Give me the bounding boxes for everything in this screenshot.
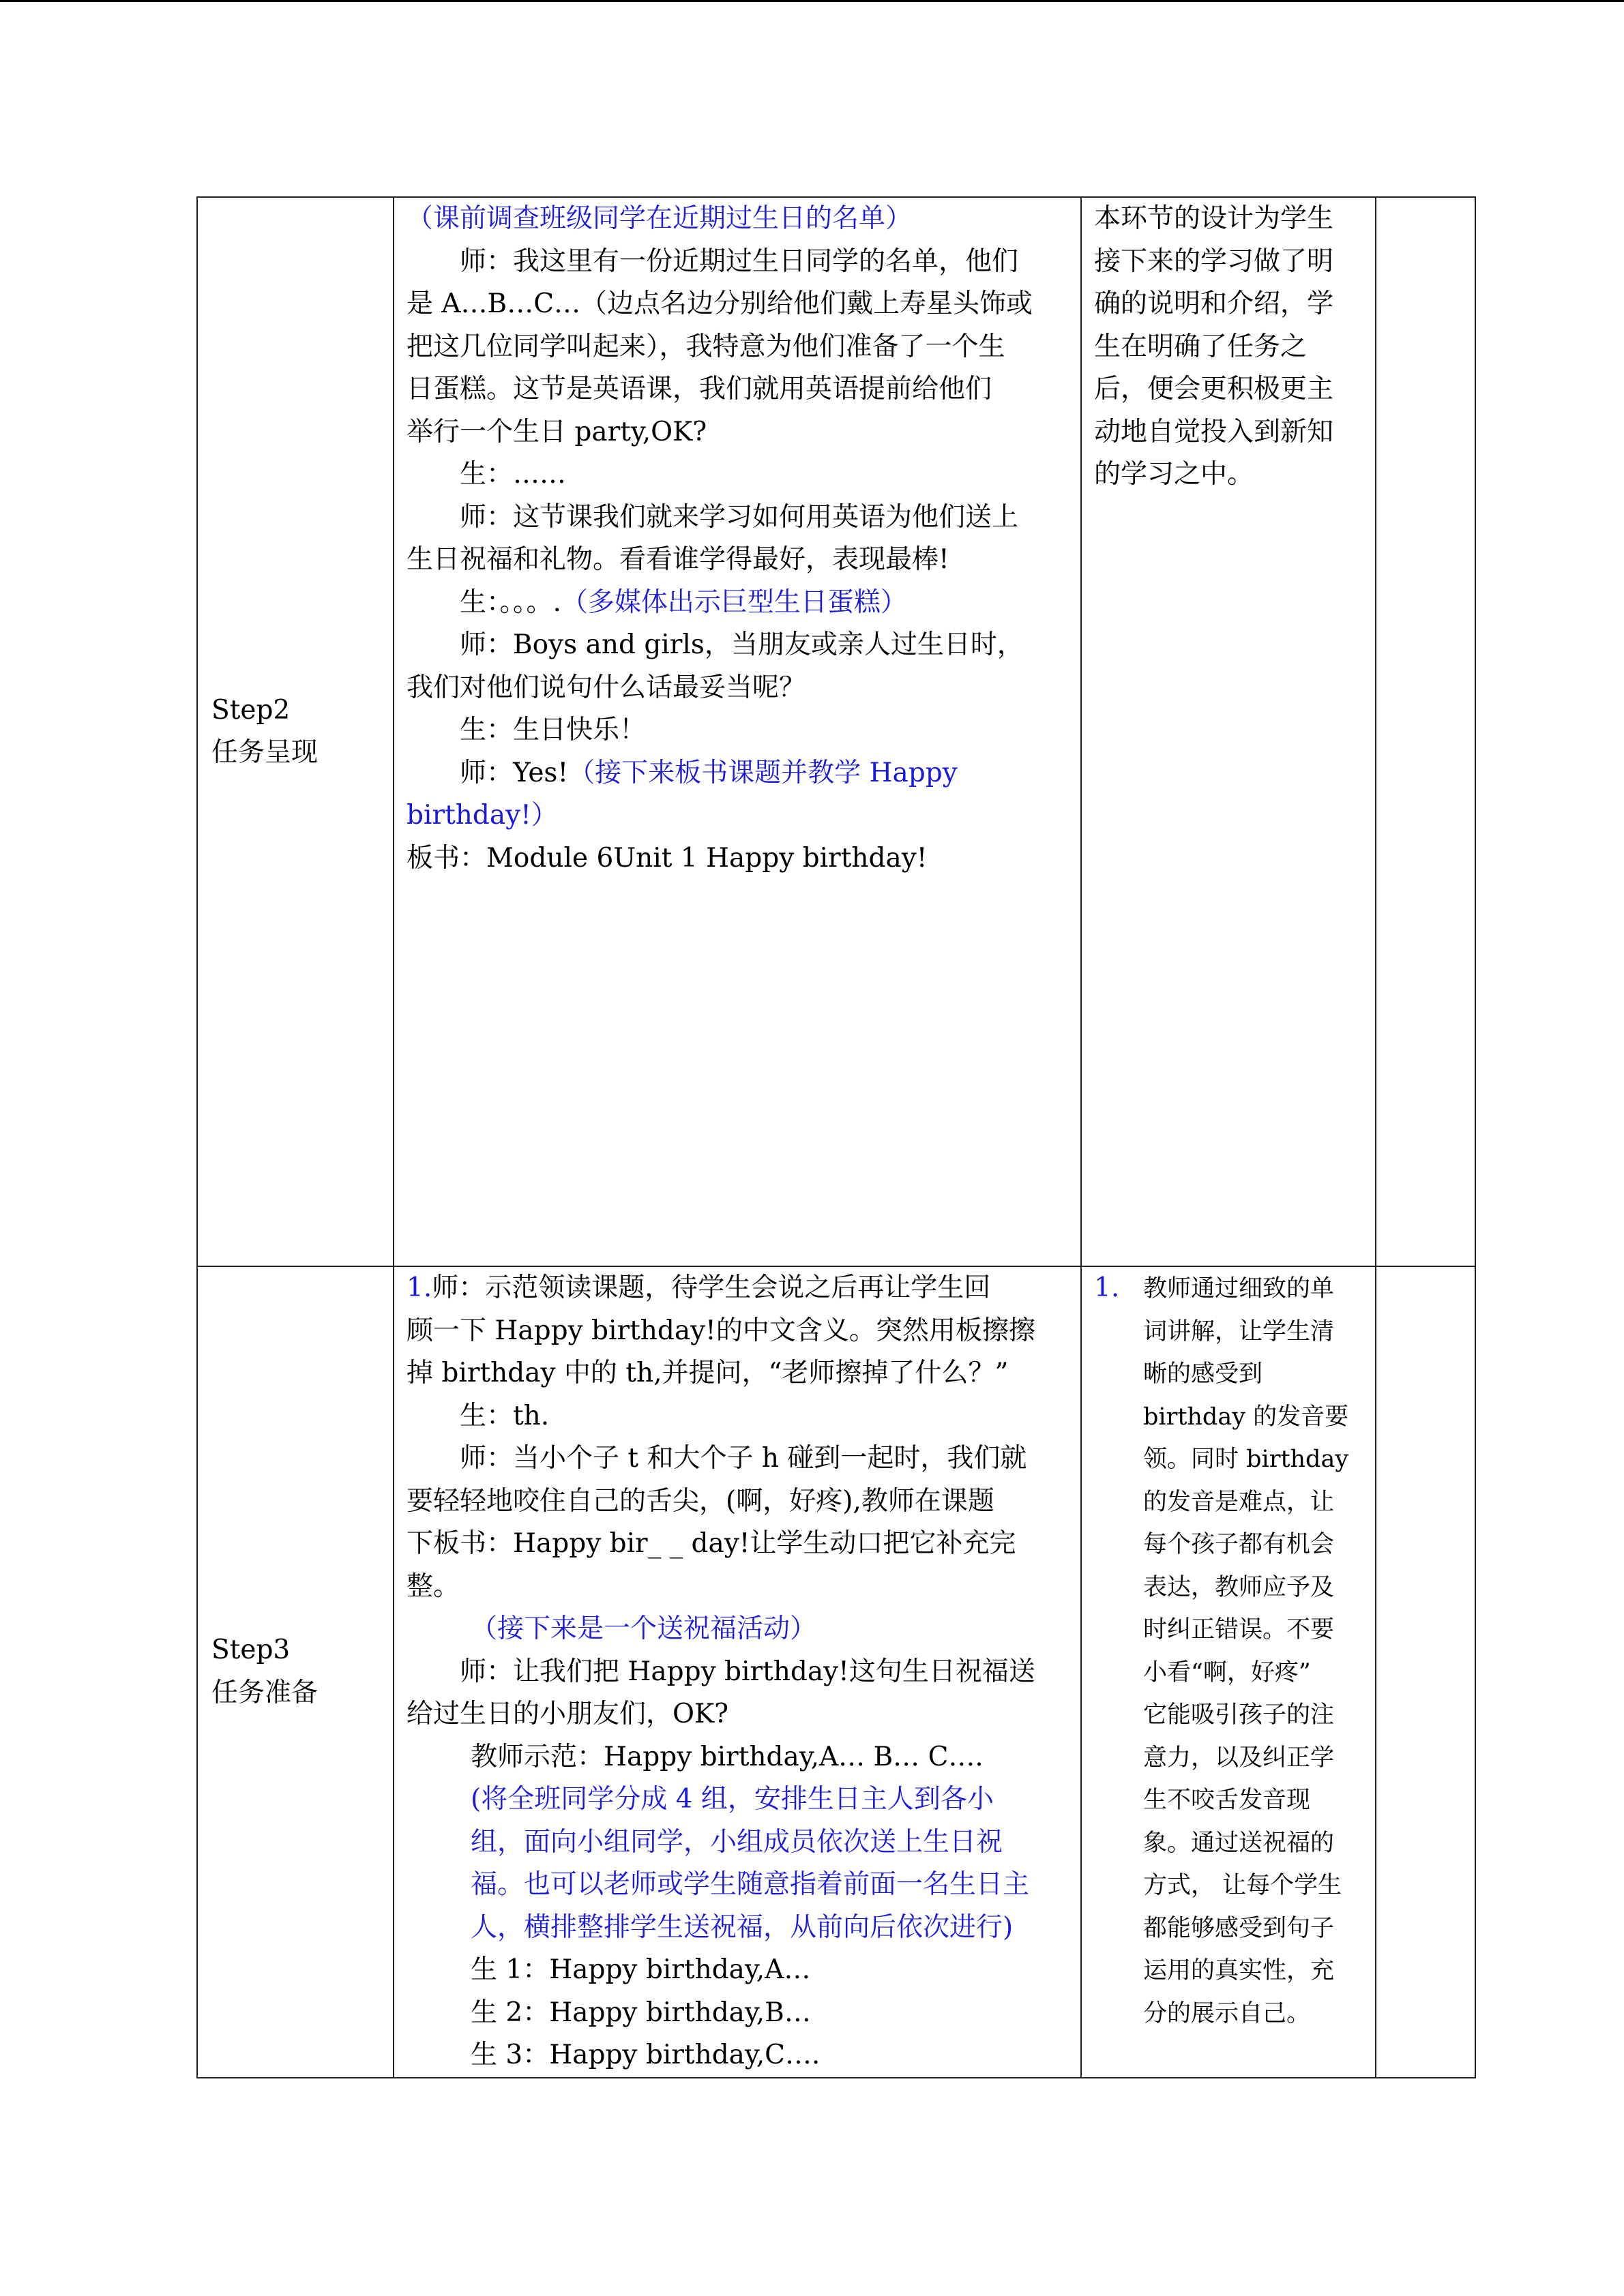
step3-blue-line: (将全班同学分成 4 组，安排生日主人到各小 [471,1784,994,1815]
step2-content-line: 师：我这里有一份近期过生日同学的名单，他们 [460,245,1019,277]
step3-note-line: 小看“啊，好疼” [1143,1658,1311,1686]
step2-content-line: 师：Boys and girls，当朋友或亲人过生日时， [460,629,1024,660]
step3-label-cell [197,1266,394,2078]
step3-content-line: 下板书：Happy bir_ _ day!让学生动口把它补充完 [407,1528,1016,1559]
step3-content-line: 要轻轻地咬住自己的舌尖，(啊，好疼),教师在课题 [407,1485,994,1517]
step3-blue-line: 福。也可以老师或学生随意指着前面一名生日主 [471,1869,1030,1900]
step3-notes [1094,1311,1363,2036]
step3-note-line: 方式， 让每个学生 [1143,1872,1342,1899]
step3-content-line: 生：th. [460,1400,550,1431]
step3-note-line: 象。通过送祝福的 [1143,1829,1335,1857]
step3-note-line: 每个孩子都有机会 [1143,1531,1335,1558]
step3-note-line: 时纠正错误。不要 [1143,1616,1335,1643]
step3-activity-line: （接下来是一个送祝福活动） [471,1613,817,1644]
step2-content-line: 师：这节课我们就来学习如何用英语为他们送上 [460,501,1019,533]
step2-sheng-prefix: 生：。。。. [460,586,561,618]
step3-lines-a [407,1310,1068,1609]
step3-notes-first-text: 教师通过细致的单 [1143,1275,1335,1302]
step2-content-line: 日蛋糕。这节是英语课，我们就用英语提前给他们 [407,374,992,404]
step3-note-line: 表达，教师应予及 [1143,1573,1335,1601]
step2-content-lines-2 [407,624,1068,752]
step3-content-line: 整。 [407,1570,460,1602]
step2-birthday-blue: birthday!） [407,800,558,831]
step2-note-line: 动地自觉投入到新知 [1094,416,1334,447]
step2-content-line: 把这几位同学叫起来），我特意为他们准备了一个生 [407,331,1005,362]
step3-note-line: 分的展示自己。 [1143,1999,1311,2027]
step2-yes-blue: （接下来板书课题并教学 Happy [568,757,958,788]
step2-sheng-blue: （多媒体出示巨型生日蛋糕） [561,586,907,618]
step3-first-text: 师：示范领读课题，待学生会说之后再让学生回 [432,1272,991,1303]
step2-label-en: Step2 [211,694,291,726]
step2-yes-line [407,752,1068,795]
step3-student-line: 生 3：Happy birthday,C…. [471,2040,821,2070]
step3-notes-first [1094,1267,1363,1311]
step3-note-line: 都能够感受到句子 [1143,1914,1335,1942]
page-top-border [0,0,1624,2]
step2-note-line: 后，便会更积极更主 [1094,374,1334,404]
step3-note-line: 它能吸引孩子的注 [1143,1701,1335,1729]
step2-note-line: 确的说明和介绍，学 [1094,288,1334,319]
step3-row [197,1266,1475,2078]
step3-first-line [407,1267,1068,1310]
step2-note-line: 的学习之中。 [1094,459,1254,490]
step2-label-cell [197,197,394,1266]
step3-lines-b [407,1651,1068,1779]
step2-content-cell [394,197,1081,1266]
step3-content-line: 教师示范：Happy birthday,A… B… C…. [471,1741,984,1772]
step2-note-line: 本环节的设计为学生 [1094,203,1334,234]
step3-number: 1. [407,1272,432,1303]
step3-note-line: 意力，以及纠正学 [1143,1744,1335,1772]
step3-blue-block [407,1778,1068,1949]
step2-content-line: （课前调查班级同学在近期过生日的名单） [407,203,913,234]
step2-row [197,197,1475,1266]
step3-content-line: 掉 birthday 中的 th,并提问，“老师擦掉了什么？” [407,1358,1009,1388]
step2-sheng-line [407,582,1068,625]
step3-content-cell [394,1266,1081,2078]
step3-note-line: 生不咬舌发音现 [1143,1787,1311,1814]
step2-label-cn: 任务呈现 [211,737,319,768]
step3-blue-line: 人，横排整排学生送祝福，从前向后依次进行) [471,1911,1014,1943]
step2-content-line: 生日祝福和礼物。看看谁学得最好，表现最棒! [407,544,949,575]
step3-notes-number: 1. [1094,1272,1120,1303]
step3-notes-cell [1081,1266,1376,2078]
step3-note-line: birthday 的发音要 [1143,1403,1349,1431]
step3-content-line: 师：让我们把 Happy birthday!这句生日祝福送 [460,1656,1035,1687]
step3-blue-line: 组，面向小组同学，小组成员依次送上生日祝 [471,1826,1003,1858]
step3-content-line: 给过生日的小朋友们，OK? [407,1699,729,1729]
step3-content-line: 顾一下 Happy birthday!的中文含义。突然用板擦擦 [407,1315,1035,1346]
step2-yes-prefix: 师：Yes! [460,757,569,788]
step3-student-line: 生 2：Happy birthday,B… [471,1997,811,2028]
step2-note-line: 生在明确了任务之 [1094,331,1308,362]
step3-note-line: 领。同时 birthday [1143,1446,1349,1473]
step3-content-line: 师：当小个子 t 和大个子 h 碰到一起时，我们就 [460,1443,1027,1474]
step2-content-line: 生：…… [460,459,567,490]
step2-notes [1094,198,1363,496]
step2-content-line: 是 A…B…C…（边点名边分别给他们戴上寿星头饰或 [407,288,1033,319]
step2-board-line: 板书：Module 6Unit 1 Happy birthday! [407,842,928,874]
step2-extra-cell [1376,197,1475,1266]
step3-student-line: 生 1：Happy birthday,A… [471,1954,811,1985]
step2-content-line: 举行一个生日 party,OK? [407,416,707,447]
step2-content-line: 生：生日快乐！ [460,715,647,745]
step3-label-en: Step3 [211,1635,291,1666]
step3-note-line: 晰的感受到 [1143,1360,1263,1388]
step2-notes-cell [1081,197,1376,1266]
step3-extra-cell [1376,1266,1475,2078]
step3-note-line: 的发音是难点，让 [1143,1488,1335,1516]
step3-label-cn: 任务准备 [211,1677,319,1708]
step3-note-line: 词讲解，让学生清 [1143,1317,1335,1345]
step2-content-line: 我们对他们说句什么话最妥当呢？ [407,672,806,703]
lesson-plan-table [196,196,1476,2078]
step2-note-line: 接下来的学习做了明 [1094,245,1334,277]
step2-content-lines [407,198,1068,582]
step3-note-line: 运用的真实性，充 [1143,1957,1335,1984]
step3-student-lines [407,1949,1068,2077]
